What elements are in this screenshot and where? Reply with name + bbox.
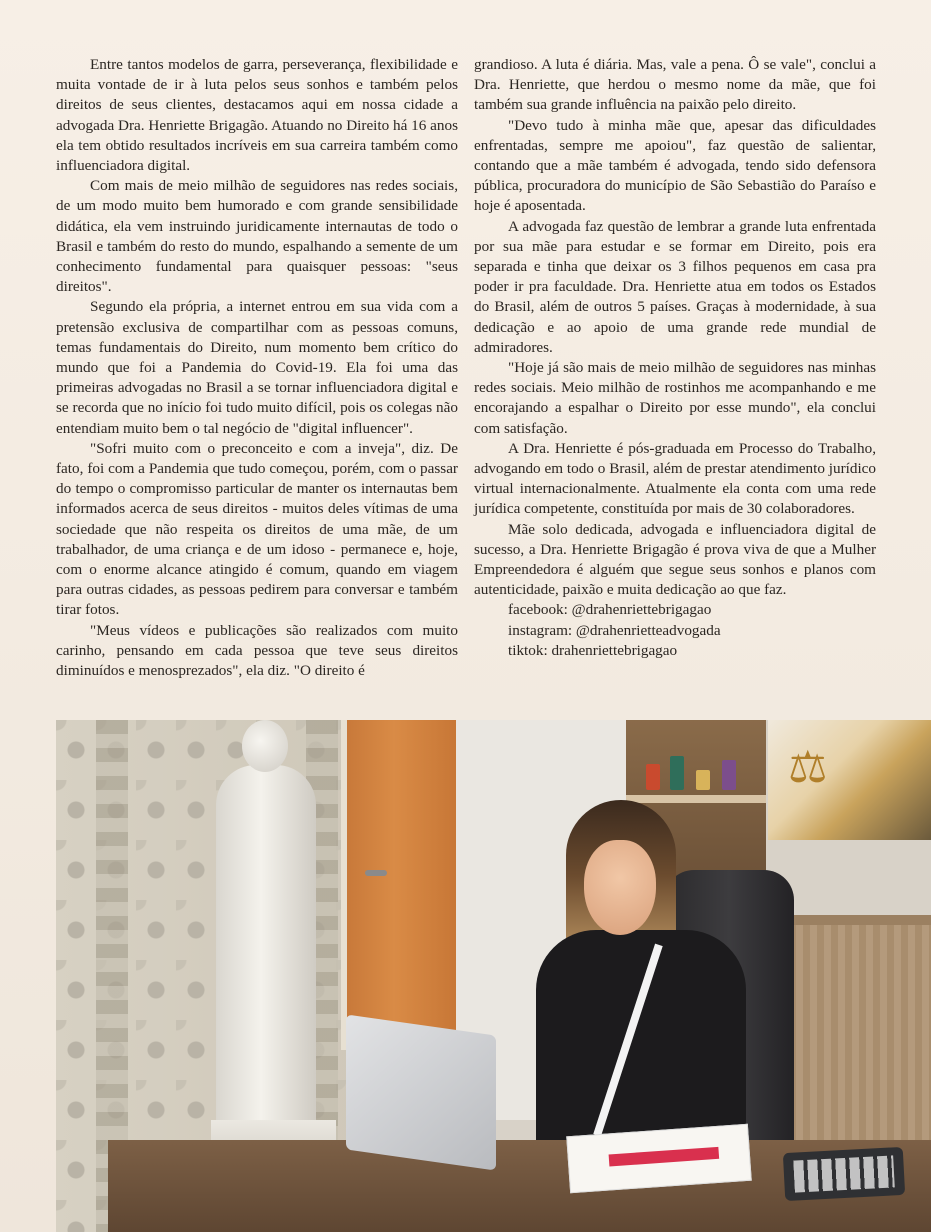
laptop [346,1014,496,1170]
shelf-item [696,770,710,790]
paragraph: "Meus vídeos e publicações são realizados com muito carinho, pensando em cada pessoa que teve seus direitos diminuídos e menosprezados", ela diz. "O direito é [56,621,458,680]
papers-red-header [609,1147,720,1167]
paragraph: "Sofri muito com o preconceito e com a inveja", diz. De fato, foi com a Pandemia que tudo começou, porém, com o passar do tempo o compromisso particular de manter os internautas bem informados acerca de seus direitos - muitos deles vítimas de uma sociedade que não respeita os direitos de uma mãe, de um trabalhador, de uma criança e de um idoso - permanece e, hoje, com o enorme alcance atingido é comum, quando em viagem para outras cidades, as pessoas pedirem para conversar e também tirar fotos. [56,439,458,619]
paragraph: Segundo ela própria, a internet entrou em sua vida com a pretensão exclusiva de compartilhar com as pessoas comuns, temas fundamentais do Direito, num momento bem crítico do mundo que foi a Pandemia do Covid-19. Ela foi uma das primeiras advogadas no Brasil a se tornar influenciadora digital e se recorda que no início foi tudo muito difícil, pois os colegas não entendiam muito bem o tal negócio de "digital influencer". [56,298,458,437]
door-handle [365,870,387,876]
calculator [783,1147,905,1201]
door [341,720,471,1050]
paragraph: "Devo tudo à minha mãe que, apesar das dificuldades enfrentadas, sempre me apoiou", faz questão de salientar, contando que a mãe também é advogada, tendo sido defensora pública, procuradora do município de São Sebastião do Paraíso e hoje é aposentada. [474,116,876,215]
wall-painting [768,720,931,840]
shelf-item [646,764,660,790]
social-links [474,600,876,661]
scales-of-justice-icon: ⚖ [788,742,828,793]
lady-justice-statue [196,720,336,1175]
paragraph: Entre tantos modelos de garra, perseverança, flexibilidade e muita vontade de ir à luta pelos seus sonhos e também pelos direitos de seus clientes, destacamos aqui em nossa cidade a advogada Dra. Henriette Brigagão. Atuando no Direito há 16 anos ela tem obtido resultados incríveis em sua carreira também como influenciadora digital. [56,56,458,175]
shelf-item [722,760,736,790]
paragraph: Com mais de meio milhão de seguidores nas redes sociais, de um modo muito bem humorado e com grande sensibilidade didática, ela vem instruindo juridicamente internautas de todo o Brasil e também do resto do mundo, espalhando a semente de um conhecimento fundamental para quaisquer pessoas: "seus direitos". [56,177,458,296]
paragraph: Mãe solo dedicada, advogada e influenciadora digital de sucesso, a Dra. Henriette Brigagão é prova viva de que a Mulher Empreendedora é alguém que segue seus sonhos e planos com autenticidade, paixão e muita dedicação ao que faz. [474,520,876,599]
paragraph: A advogada faz questão de lembrar a grande luta enfrentada por sua mãe para estudar e se formar em Direito, pois era separada e tinha que deixar os 3 filhos pequenos em casa pra poder ir pra faculdade. Dra. Henriette atua em todos os Estados do Brasil, além de outros 5 países. Graças à modernidade, à sua dedicação e ao apoio de uma grande rede mundial de admiradores. [474,217,876,356]
face [584,840,656,935]
paragraph: A Dra. Henriette é pós-graduada em Processo do Trabalho, advogando em todo o Brasil, além de prestar atendimento jurídico virtual internacionalmente. Atualmente ela conta com uma rede jurídica competente, constituída por mais de 30 colaboradores. [474,439,876,518]
article-right-column [474,55,876,661]
tiktok-handle: tiktok: drahenriettebrigagao [508,641,678,659]
calculator-keys [793,1155,895,1192]
statue-head [242,720,288,772]
article-left-column [56,55,458,681]
shelf-item [670,756,684,790]
statue-body [216,765,316,1135]
office-photo [56,720,931,1232]
paragraph-continuation: grandioso. A luta é diária. Mas, vale a pena. Ô se vale", conclui a Dra. Henriette, que herdou o mesmo nome da mãe, que foi também sua grande influência na paixão pelo direito. [474,56,876,114]
paragraph: "Hoje já são mais de meio milhão de seguidores nas minhas redes sociais. Meio milhão de rostinhos me acompanhando e me encorajando a espalhar o Direito por esse mundo", ela conclui com satisfação. [474,359,876,437]
instagram-handle: instagram: @drahenrietteadvogada [508,621,721,639]
facebook-handle: facebook: @drahenriettebrigagao [508,601,712,619]
